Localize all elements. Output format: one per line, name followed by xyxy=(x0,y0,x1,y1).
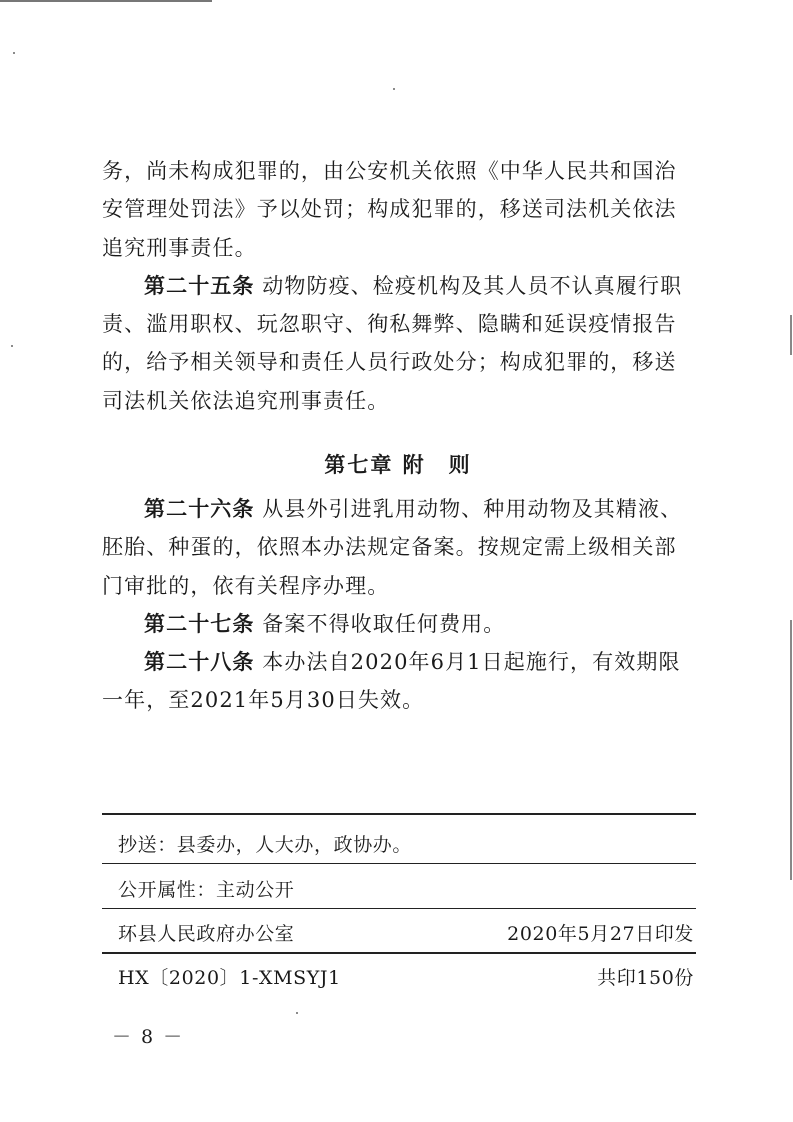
paragraph-text: 本办法自2020年6月1日起施行，有效期限一年，至2021年5月30日失效。 xyxy=(102,650,681,713)
article-heading: 第二十七条 xyxy=(144,610,255,636)
article-heading: 第二十五条 xyxy=(144,272,255,298)
footer-doc-number: HX〔2020〕1-XMSYJ1 xyxy=(118,967,341,989)
article-heading: 第二十八条 xyxy=(144,649,255,675)
footer-rule xyxy=(102,863,696,864)
article-heading: 第二十六条 xyxy=(144,496,255,521)
footer-issue-date: 2020年5月27日印发 xyxy=(507,923,694,945)
paragraph-text: 备案不得收取任何费用。 xyxy=(262,611,506,636)
scan-speck xyxy=(393,88,395,90)
footer-disclosure-row xyxy=(118,877,694,903)
paragraph-text: 动物防疫、检疫机构及其人员不认真履行职责、滥用职权、玩忽职守、徇私舞弊、隐瞒和延误疫情报告的，给予相关领导和责任人员行政处分；构成犯罪的，移送司法机关依法追究刑事责任。 xyxy=(102,273,683,413)
footer-issuer: 环县人民政府办公室 xyxy=(118,923,295,945)
paragraph xyxy=(102,152,694,267)
paragraph-text: 从县外引进乳用动物、种用动物及其精液、胚胎、种蛋的，依照本办法规定备案。按规定需上级相关部门审批的，依有关程序办理。 xyxy=(102,497,683,598)
scan-speck xyxy=(13,52,15,54)
footer-copies: 共印150份 xyxy=(597,967,694,989)
paragraph-text: 务，尚未构成犯罪的，由公安机关依照《中华人民共和国治安管理处罚法》予以处罚；构成犯罪的，移送司法机关依法追究刑事责任。 xyxy=(102,159,677,260)
footer-cc-row xyxy=(118,832,694,858)
chapter-heading: 第七章 附 则 xyxy=(324,452,472,477)
body-section-1 xyxy=(102,152,694,420)
paragraph xyxy=(102,605,694,643)
paragraph xyxy=(102,490,694,605)
paragraph xyxy=(102,643,694,720)
footer-docnum-row xyxy=(118,965,694,991)
footer-issuer-row xyxy=(118,921,694,947)
footer-rule xyxy=(102,908,696,909)
scan-edge-mark xyxy=(790,315,792,355)
footer-rule-top xyxy=(102,813,696,815)
scan-edge-line xyxy=(0,0,212,2)
page-number: － 8 － xyxy=(112,1026,185,1048)
footer-rule-bottom xyxy=(102,952,696,954)
scan-speck xyxy=(296,1012,298,1014)
scan-speck xyxy=(11,345,13,347)
body-section-2 xyxy=(102,490,694,720)
footer-disclosure: 公开属性：主动公开 xyxy=(118,879,295,901)
scan-edge-mark xyxy=(790,620,792,880)
paragraph xyxy=(102,267,694,420)
footer-cc: 抄送：县委办，人大办，政协办。 xyxy=(118,834,413,856)
